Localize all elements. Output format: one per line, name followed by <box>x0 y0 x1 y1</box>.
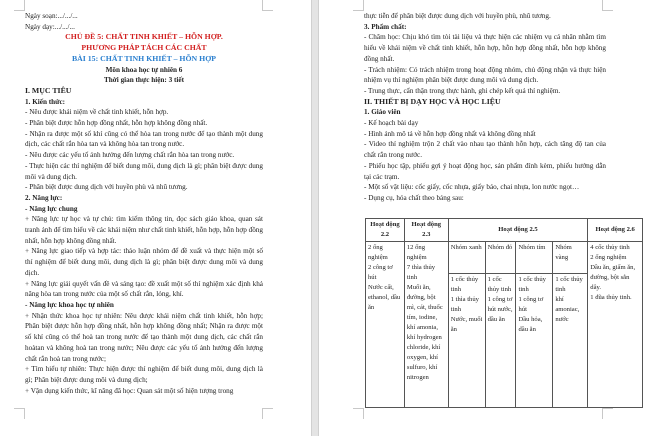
cell-line: 1 thìa thủy tinh <box>450 296 479 313</box>
duration: Thời gian thực hiện: 3 tiết <box>104 76 184 85</box>
left-page-text[interactable] <box>25 11 263 396</box>
cell-line: Dầu hỏa, dầu ăn <box>518 316 543 333</box>
group-red: Nhóm đỏ <box>485 242 516 274</box>
cell-line: 1 công tơ hút nước, dầu ăn <box>487 296 513 323</box>
cell-group-purple <box>516 274 553 408</box>
cell-line: 1 đũa thủy tinh. <box>590 294 632 301</box>
knowledge-heading: 1. Kiến thức: <box>25 97 66 106</box>
competence-heading: 2. Năng lực: <box>25 193 63 202</box>
header-activity-2-3: Hoạt động 2.3 <box>404 219 448 242</box>
header-activity-2-2: Hoạt động 2.2 <box>366 219 405 242</box>
general-competence-item: + Năng lực tự học và tự chủ: tìm kiếm thông tin, đọc sách giáo khoa, quan sát tranh ảnh để tìm hiểu về các khái niệm như chất tinh khiết, hỗn hợp, hỗn hợp đồng nhất, hỗn hợp không đồng nhất. <box>25 215 263 245</box>
cell-activity-2-6 <box>588 242 643 408</box>
general-competence-heading: - Năng lực chung <box>25 204 78 213</box>
knowledge-item: - Nêu được khái niệm về chất tinh khiết, hỗn hợp. <box>25 108 169 117</box>
corner-mark <box>14 0 25 11</box>
equipment-table <box>365 218 643 408</box>
lesson-title: BÀI 15: CHẤT TINH KHIẾT – HỖN HỢP <box>71 53 217 63</box>
quality-item: - Trách nhiệm: Có trách nhiệm trong hoạt động nhóm, chủ động nhận và thực hiện nhiệm vụ thí nghiệm phân biệt được dung môi và dung dịch. <box>364 65 606 85</box>
corner-mark <box>262 0 273 11</box>
cell-group-yellow <box>553 274 588 408</box>
corner-mark <box>353 0 364 11</box>
header-activity-2-6: Hoạt động 2.6 <box>588 219 643 242</box>
knowledge-item: - Thực hiện các thí nghiệm để biết dung môi, dung dịch là gì; phân biệt được dung môi và dung dịch. <box>25 161 263 181</box>
header-activity-2-5: Hoạt động 2.5 <box>448 219 588 242</box>
knowledge-item: - Nêu được các yếu tố ảnh hưởng đến lượng chất rắn hòa tan trong nước. <box>25 151 235 160</box>
knowledge-item: - Nhận ra được một số khí cũng có thể hòa tan trong nước để tạo thành một dung dịch, các chất rắn hòa tan và không hòa tan trong nước. <box>25 129 263 149</box>
corner-mark <box>14 408 25 419</box>
general-competence-item: + Năng lực giải quyết vấn đề và sáng tạo: đề xuất một số thí nghiệm xác định khả năng hòa tan trong nước của một số chất rắn, lỏng, khí. <box>25 279 263 299</box>
teacher-heading: 1. Giáo viên <box>364 108 401 117</box>
cell-activity-2-2 <box>366 242 405 408</box>
cell-line: Nước, muối ăn <box>450 316 483 333</box>
cell-line: 4 cốc thủy tinh <box>590 244 630 251</box>
teacher-item: - Một số vật liệu: cốc giấy, cốc nhựa, giấy báo, chai nhựa, lon nước ngọt… <box>364 183 580 192</box>
teacher-item: - Video thí nghiệm trộn 2 chất vào nhau tạo thành hỗn hợp, cách tăng độ tan của chất rắn trong nước. <box>364 140 606 160</box>
teacher-item: - Dụng cụ, hóa chất theo bảng sau: <box>364 193 464 202</box>
right-page-text[interactable] <box>364 11 606 204</box>
document-page-right <box>319 0 650 436</box>
table-row <box>366 242 643 274</box>
cell-line: 2 ống nghiệm <box>368 244 388 261</box>
group-purple: Nhóm tím <box>516 242 553 274</box>
teacher-item: - Phiếu học tập, phiếu gợi ý hoạt động học, sản phẩm đính kèm, phiếu hướng dẫn tại các trạm. <box>364 161 606 181</box>
cell-line: khí amoniac, nước <box>555 296 580 323</box>
general-competence-item: + Năng lực giao tiếp và hợp tác: thảo luận nhóm để đề xuất và thực hiện một số thí nghiệm để biết dung môi, dung dịch là gì; phân biệt được dung môi và dung dịch. <box>25 247 263 277</box>
cell-group-green <box>448 274 485 408</box>
date-taught: Ngày dạy:.../.../... <box>25 22 75 31</box>
cell-line: 1 cốc thủy tinh <box>487 276 512 293</box>
topic-title-line2: PHƯƠNG PHÁP TÁCH CÁC CHẤT <box>81 43 207 53</box>
continuation-text: thực tiễn để phân biệt được dung dịch với huyền phù, nhũ tương. <box>364 12 551 20</box>
teacher-item: - Hình ảnh mô tả về hỗn hợp đồng nhất và không đồng nhất <box>364 129 536 138</box>
group-green: Nhóm xanh <box>448 242 485 274</box>
table-header-row <box>366 219 643 242</box>
corner-mark <box>602 0 613 11</box>
date-prepared: Ngày soạn:.../.../... <box>25 12 78 20</box>
cell-line: 12 ống nghiệm <box>406 244 427 261</box>
corner-mark <box>262 408 273 419</box>
cell-line: Dầu ăn, giấm ăn, đường, bột sắn dây. <box>590 264 636 291</box>
teacher-item: - Kế hoạch bài dạy <box>364 119 419 128</box>
corner-mark <box>602 408 613 419</box>
science-competence-item: + Nhận thức khoa học tự nhiên: Nêu được khái niệm chất tinh khiết, hỗn hợp; Phân biệt được hỗn hợp đồng nhất, hỗn hợp không đồng nhất; Nhận ra được một số khí cũng có thể hoà tan trong nước để tạo thành một dung dịch, các chất rắn hoàtan và không hoà tan trong nước; Nêu được các yếu tố ảnh hưởng đến lượng chất rắn hoà tan trong nước; <box>25 311 263 363</box>
cell-line: 1 công tơ hút <box>518 296 544 313</box>
section-heading-equipment: II. THIẾT BỊ DẠY HỌC VÀ HỌC LIỆU <box>364 96 501 106</box>
group-yellow: Nhóm vàng <box>553 242 588 274</box>
knowledge-item: - Phân biệt được hỗn hợp đồng nhất, hỗn hợp không đồng nhất. <box>25 119 208 128</box>
qualities-heading: 3. Phẩm chất: <box>364 22 407 31</box>
knowledge-item: - Phân biệt được dung dịch với huyền phù và nhũ tương. <box>25 183 188 192</box>
page-gutter <box>311 0 319 436</box>
corner-mark <box>353 408 364 419</box>
document-page-left <box>0 0 311 436</box>
topic-title-line1: CHỦ ĐỀ 5: CHẤT TINH KHIẾT – HỖN HỢP. <box>65 32 223 42</box>
science-competence-item: + Tìm hiểu tự nhiên: Thực hiện được thí nghiệm để biết dung môi, dung dịch là gì; Phân biệt được dung môi và dung dịch; <box>25 365 263 384</box>
science-competence-item: + Vận dụng kiến thức, kĩ năng đã học: Quan sát một số hiện tượng trong <box>25 386 234 395</box>
section-heading-objectives: I. MỤC TIÊU <box>25 85 72 95</box>
cell-line: 1 cốc thủy tinh <box>555 276 583 293</box>
science-competence-heading: - Năng lực khoa học tự nhiên <box>25 300 114 309</box>
quality-item: - Trung thực, cẩn thận trong thực hành, ghi chép kết quả thí nghiệm. <box>364 86 561 95</box>
cell-line: 2 ống nghiệm <box>590 254 627 261</box>
cell-activity-2-3 <box>404 242 448 408</box>
cell-line: Nước cất, ethanol, dầu ăn <box>368 284 401 311</box>
cell-line: 2 công tơ hút <box>368 264 393 281</box>
cell-line: Muối ăn, đường, bột mì, cát, thuốc tím, iodine, khí amonia, khí hydrogen chloride, khí oxygen, khí sulfuro, khí nitrogen <box>406 284 443 381</box>
quality-item: - Chăm học: Chịu khó tìm tòi tài liệu và thực hiện các nhiệm vụ cá nhân nhằm tìm hiểu về khái niệm về chất tinh khiết, hỗn hợp, hỗn hợp đồng nhất, hỗn hợp không đồng nhất. <box>364 33 606 63</box>
cell-line: 7 thìa thủy tinh <box>406 264 436 281</box>
cell-line: 1 cốc thủy tinh <box>518 276 546 293</box>
cell-line: 1 cốc thủy tinh <box>450 276 479 293</box>
cell-group-red <box>485 274 516 408</box>
subject: Môn khoa học tự nhiên 6 <box>105 65 183 74</box>
